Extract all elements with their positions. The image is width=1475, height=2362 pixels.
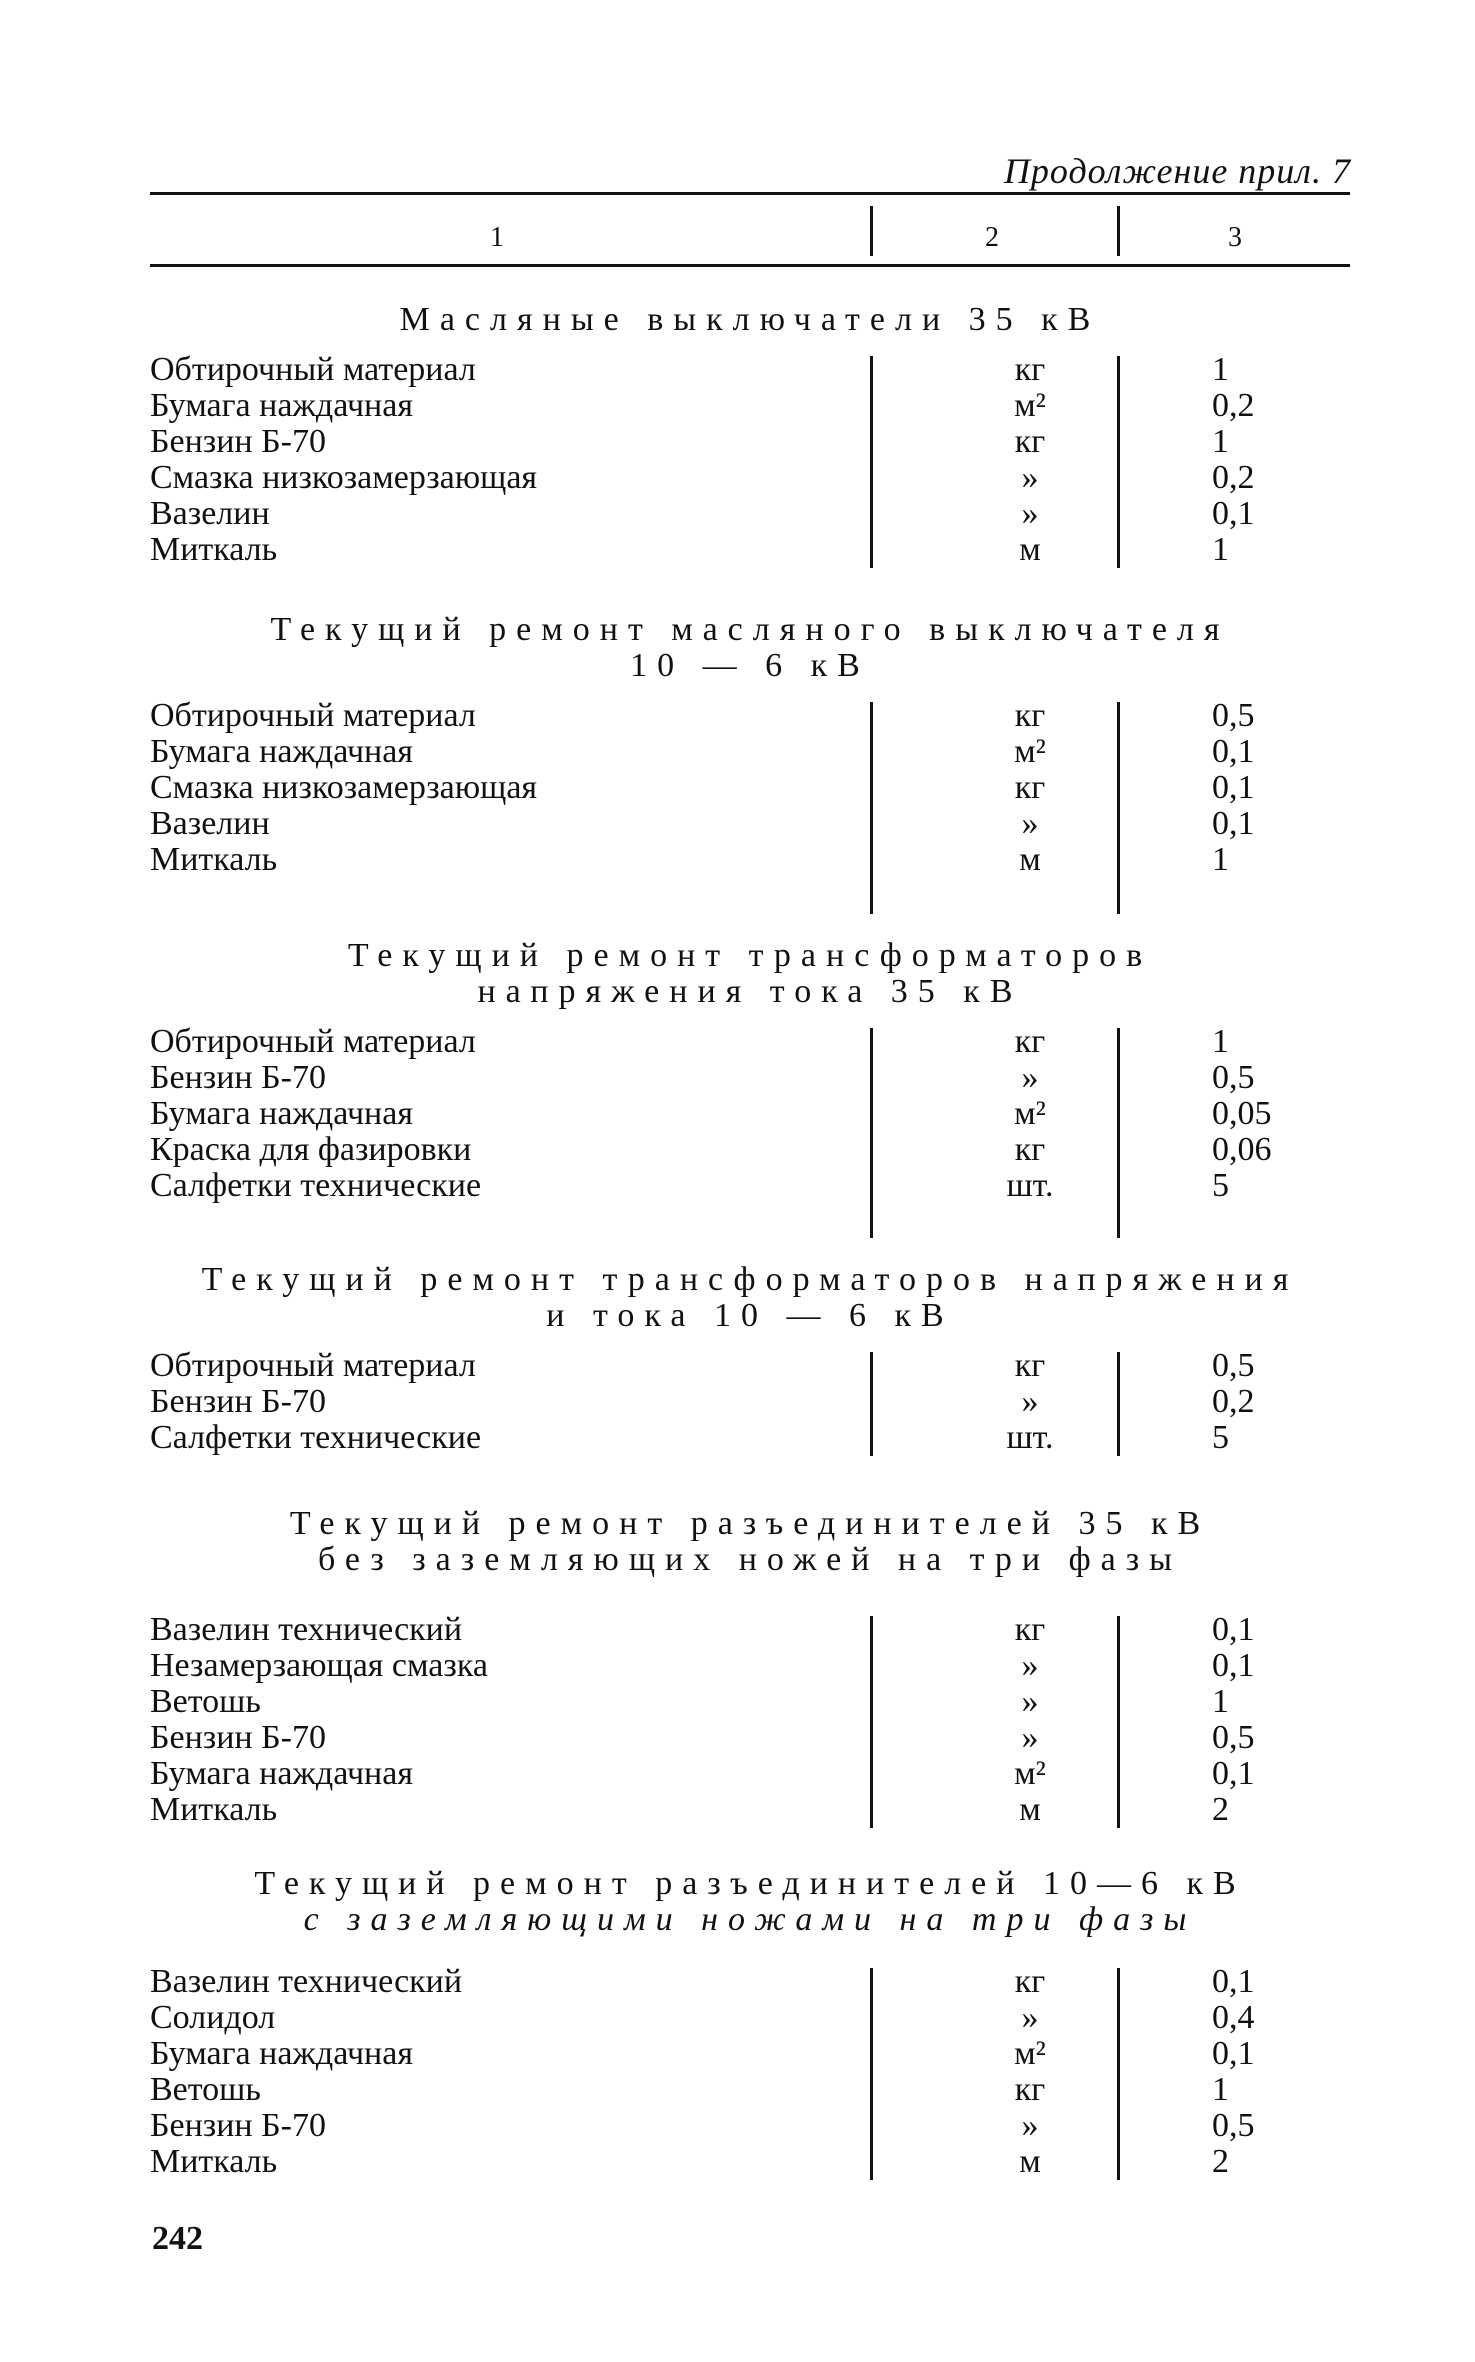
- unit: кг: [1014, 1023, 1046, 1060]
- table-row: [150, 1792, 1350, 1828]
- table-row: [150, 1384, 1350, 1420]
- table-row: [150, 2036, 1350, 2072]
- unit: »: [1021, 459, 1039, 496]
- quantity: 1: [1212, 841, 1229, 878]
- material-name: Ветошь: [150, 2071, 261, 2108]
- section-title: [150, 1506, 1350, 1578]
- table-row: [150, 1096, 1350, 1132]
- quantity: 0,05: [1212, 1095, 1272, 1132]
- material-list: [150, 698, 1350, 878]
- material-name: Бензин Б-70: [150, 423, 326, 460]
- unit: м: [1019, 1791, 1041, 1828]
- section-disconnectors-10-6kv: [150, 1866, 1350, 2180]
- unit: »: [1021, 495, 1039, 532]
- table-row: [150, 2108, 1350, 2144]
- table-row: [150, 1720, 1350, 1756]
- quantity: 0,2: [1212, 459, 1255, 496]
- material-name: Смазка низкозамерзающая: [150, 769, 538, 806]
- material-name: Незамерзающая смазка: [150, 1647, 488, 1684]
- material-list: [150, 352, 1350, 568]
- table-row: [150, 352, 1350, 388]
- material-name: Миткаль: [150, 531, 278, 568]
- quantity: 0,1: [1212, 1963, 1255, 2000]
- table-row: [150, 842, 1350, 878]
- unit: кг: [1014, 2071, 1046, 2108]
- material-name: Бензин Б-70: [150, 1383, 326, 1420]
- header-column-separator-2: [1117, 206, 1120, 256]
- material-name: Бумага наждачная: [150, 1755, 413, 1792]
- table-row: [150, 1060, 1350, 1096]
- quantity: 0,1: [1212, 2035, 1255, 2072]
- unit: »: [1021, 1719, 1039, 1756]
- unit: шт.: [1006, 1167, 1054, 1204]
- material-name: Миткаль: [150, 841, 278, 878]
- unit: кг: [1014, 423, 1046, 460]
- unit: кг: [1014, 1347, 1046, 1384]
- unit: м²: [1014, 1095, 1046, 1132]
- table-row: [150, 460, 1350, 496]
- quantity: 0,1: [1212, 1647, 1255, 1684]
- material-name: Бумага наждачная: [150, 387, 413, 424]
- material-name: Смазка низкозамерзающая: [150, 459, 538, 496]
- material-name: Вазелин технический: [150, 1611, 463, 1648]
- quantity: 0,1: [1212, 733, 1255, 770]
- quantity: 5: [1212, 1167, 1229, 1204]
- quantity: 0,4: [1212, 1999, 1255, 2036]
- unit: шт.: [1006, 1419, 1054, 1456]
- unit: »: [1021, 805, 1039, 842]
- unit: кг: [1014, 769, 1046, 806]
- material-name: Бумага наждачная: [150, 733, 413, 770]
- material-name: Обтирочный материал: [150, 351, 476, 388]
- quantity: 0,2: [1212, 1383, 1255, 1420]
- section-title: [150, 612, 1350, 684]
- section-disconnectors-35kv: [150, 1506, 1350, 1828]
- quantity: 0,1: [1212, 495, 1255, 532]
- unit: кг: [1014, 351, 1046, 388]
- quantity: 1: [1212, 1683, 1229, 1720]
- unit: м: [1019, 841, 1041, 878]
- table-row: [150, 1648, 1350, 1684]
- section-title-line: Текущий ремонт трансформаторов напряжения: [201, 1261, 1299, 1298]
- table-row: [150, 1168, 1350, 1204]
- quantity: 0,1: [1212, 769, 1255, 806]
- quantity: 0,5: [1212, 1059, 1255, 1096]
- material-name: Краска для фазировки: [150, 1131, 472, 1168]
- unit: м: [1019, 531, 1041, 568]
- material-name: Вазелин: [150, 805, 270, 842]
- column-header-3: 3: [1228, 222, 1242, 253]
- material-name: Солидол: [150, 1999, 276, 2036]
- material-name: Обтирочный материал: [150, 697, 476, 734]
- continuation-caption: Продолжение прил. 7: [1003, 151, 1351, 191]
- unit: м²: [1014, 387, 1046, 424]
- section-title-line: без заземляющих ножей на три фазы: [317, 1541, 1183, 1578]
- table-row: [150, 1612, 1350, 1648]
- table-row: [150, 1420, 1350, 1456]
- table-row: [150, 496, 1350, 532]
- unit: »: [1021, 1383, 1039, 1420]
- header-top-rule: [150, 192, 1350, 195]
- page-number: 242: [152, 2220, 203, 2257]
- material-name: Ветошь: [150, 1683, 261, 1720]
- quantity: 0,1: [1212, 1611, 1255, 1648]
- quantity: 2: [1212, 2143, 1229, 2180]
- section-oil-breaker-repair-10-6kv: [150, 612, 1350, 878]
- material-name: Миткаль: [150, 2143, 278, 2180]
- material-name: Обтирочный материал: [150, 1347, 476, 1384]
- table-row: [150, 1348, 1350, 1384]
- material-list: [150, 1612, 1350, 1828]
- material-name: Бензин Б-70: [150, 2107, 326, 2144]
- section-title-line: 10 — 6 кВ: [630, 647, 870, 684]
- table-row: [150, 1684, 1350, 1720]
- table-row: [150, 2144, 1350, 2180]
- quantity: 5: [1212, 1419, 1229, 1456]
- unit: кг: [1014, 1611, 1046, 1648]
- quantity: 1: [1212, 2071, 1229, 2108]
- unit: »: [1021, 1059, 1039, 1096]
- material-name: Бензин Б-70: [150, 1059, 326, 1096]
- table-row: [150, 806, 1350, 842]
- unit: кг: [1014, 1131, 1046, 1168]
- header-bottom-rule: [150, 264, 1350, 267]
- header-column-separator-1: [870, 206, 873, 256]
- table-row: [150, 388, 1350, 424]
- quantity: 1: [1212, 423, 1229, 460]
- unit: кг: [1014, 697, 1046, 734]
- section-title: [150, 938, 1350, 1010]
- unit: »: [1021, 2107, 1039, 2144]
- unit: м: [1019, 2143, 1041, 2180]
- quantity: 1: [1212, 351, 1229, 388]
- quantity: 0,06: [1212, 1131, 1272, 1168]
- section-oil-breakers-35kv: [150, 302, 1350, 568]
- table-row: [150, 698, 1350, 734]
- quantity: 0,2: [1212, 387, 1255, 424]
- unit: м²: [1014, 733, 1046, 770]
- section-title-line: Текущий ремонт разъединителей 35 кВ: [289, 1505, 1211, 1542]
- material-name: Миткаль: [150, 1791, 278, 1828]
- material-name: Бензин Б-70: [150, 1719, 326, 1756]
- table-row: [150, 424, 1350, 460]
- section-title-line: Текущий ремонт разъединителей 10—6 кВ: [254, 1865, 1246, 1902]
- table-row: [150, 532, 1350, 568]
- unit: »: [1021, 1683, 1039, 1720]
- quantity: 0,1: [1212, 1755, 1255, 1792]
- material-name: Бумага наждачная: [150, 1095, 413, 1132]
- quantity: 1: [1212, 531, 1229, 568]
- section-title: [150, 1866, 1350, 1938]
- quantity: 0,5: [1212, 2107, 1255, 2144]
- section-title-line: Масляные выключатели 35 кВ: [399, 301, 1101, 338]
- table-row: [150, 1756, 1350, 1792]
- quantity: 0,5: [1212, 697, 1255, 734]
- unit: »: [1021, 1999, 1039, 2036]
- quantity: 2: [1212, 1791, 1229, 1828]
- material-name: Бумага наждачная: [150, 2035, 413, 2072]
- section-title-line: Текущий ремонт масляного выключателя: [270, 611, 1230, 648]
- column-header-1: 1: [490, 222, 504, 253]
- material-name: Салфетки технические: [150, 1419, 482, 1456]
- material-name: Салфетки технические: [150, 1167, 482, 1204]
- unit: м²: [1014, 2035, 1046, 2072]
- material-list: [150, 1964, 1350, 2180]
- section-title: [150, 1262, 1350, 1334]
- material-name: Вазелин: [150, 495, 270, 532]
- unit: кг: [1014, 1963, 1046, 2000]
- section-voltage-transformers-35kv: [150, 938, 1350, 1204]
- section-voltage-current-transformers-10-6kv: [150, 1262, 1350, 1456]
- quantity: 0,5: [1212, 1719, 1255, 1756]
- quantity: 1: [1212, 1023, 1229, 1060]
- table-row: [150, 1964, 1350, 2000]
- section-title-line: и тока 10 — 6 кВ: [546, 1297, 954, 1334]
- table-row: [150, 2000, 1350, 2036]
- material-list: [150, 1024, 1350, 1204]
- table-row: [150, 1024, 1350, 1060]
- table-row: [150, 1132, 1350, 1168]
- table-row: [150, 734, 1350, 770]
- unit: м²: [1014, 1755, 1046, 1792]
- material-name: Вазелин технический: [150, 1963, 463, 2000]
- material-name: Обтирочный материал: [150, 1023, 476, 1060]
- material-list: [150, 1348, 1350, 1456]
- section-title-line: напряжения тока 35 кВ: [477, 973, 1023, 1010]
- quantity: 0,1: [1212, 805, 1255, 842]
- section-title-line: с заземляющими ножами на три фазы: [303, 1901, 1197, 1938]
- table-row: [150, 770, 1350, 806]
- section-title-line: Текущий ремонт трансформаторов: [347, 937, 1153, 974]
- column-header-2: 2: [985, 222, 999, 253]
- section-title: [150, 302, 1350, 338]
- quantity: 0,5: [1212, 1347, 1255, 1384]
- unit: »: [1021, 1647, 1039, 1684]
- table-row: [150, 2072, 1350, 2108]
